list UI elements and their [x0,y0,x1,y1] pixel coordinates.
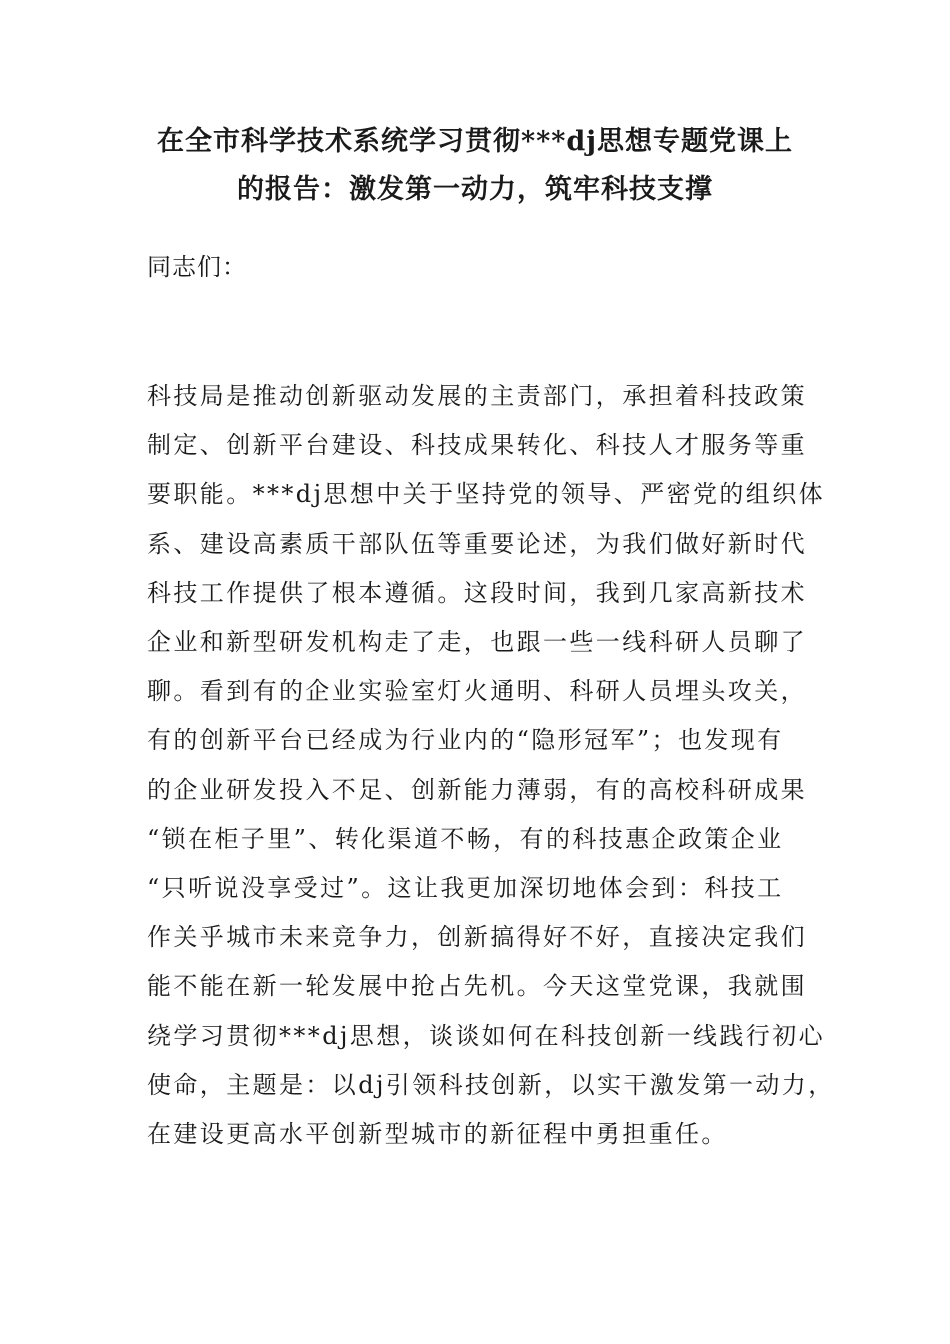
paragraph-line: 作关乎城市未来竞争力，创新搞得好不好，直接决定我们 [147,923,807,952]
paragraph-line: 要职能。***dj思想中关于坚持党的领导、严密党的组织体 [147,480,826,509]
paragraph-line: 能不能在新一轮发展中抢占先机。今天这堂党课，我就围 [147,972,807,1001]
title-line-1: 在全市科学技术系统学习贯彻***dj思想专题党课上 [156,126,793,157]
document-title [120,118,830,214]
paragraph-line: 在建设更高水平创新型城市的新征程中勇担重任。 [147,1120,728,1149]
title-line-2: 的报告：激发第一动力，筑牢科技支撑 [237,174,713,205]
paragraph-line: 系、建设高素质干部队伍等重要论述，为我们做好新时代 [147,529,807,558]
paragraph-line: 制定、创新平台建设、科技成果转化、科技人才服务等重 [147,431,807,460]
paragraph-line: 有的创新平台已经成为行业内的“隐形冠军”；也发现有 [147,726,784,755]
paragraph-line: “只听说没享受过”。这让我更加深切地体会到：科技工 [147,874,784,903]
paragraph-line: 的企业研发投入不足、创新能力薄弱，有的高校科研成果 [147,775,807,804]
paragraph-line: 绕学习贯彻***dj思想，谈谈如何在科技创新一线践行初心 [147,1021,826,1050]
paragraph-line: “锁在柜子里”、转化渠道不畅，有的科技惠企政策企业 [147,824,784,853]
paragraph-line: 企业和新型研发机构走了走，也跟一些一线科研人员聊了 [147,628,807,657]
paragraph-line: 聊。看到有的企业实验室灯火通明、科研人员埋头攻关， [147,677,807,706]
paragraph-line: 科技工作提供了根本遵循。这段时间，我到几家高新技术 [147,578,807,607]
paragraph-line: 使命，主题是：以dj引领科技创新，以实干激发第一动力， [147,1070,835,1099]
paragraph-line: 科技局是推动创新驱动发展的主责部门，承担着科技政策 [147,382,807,410]
greeting: 同志们： [147,253,247,281]
body-paragraph [147,372,835,1159]
